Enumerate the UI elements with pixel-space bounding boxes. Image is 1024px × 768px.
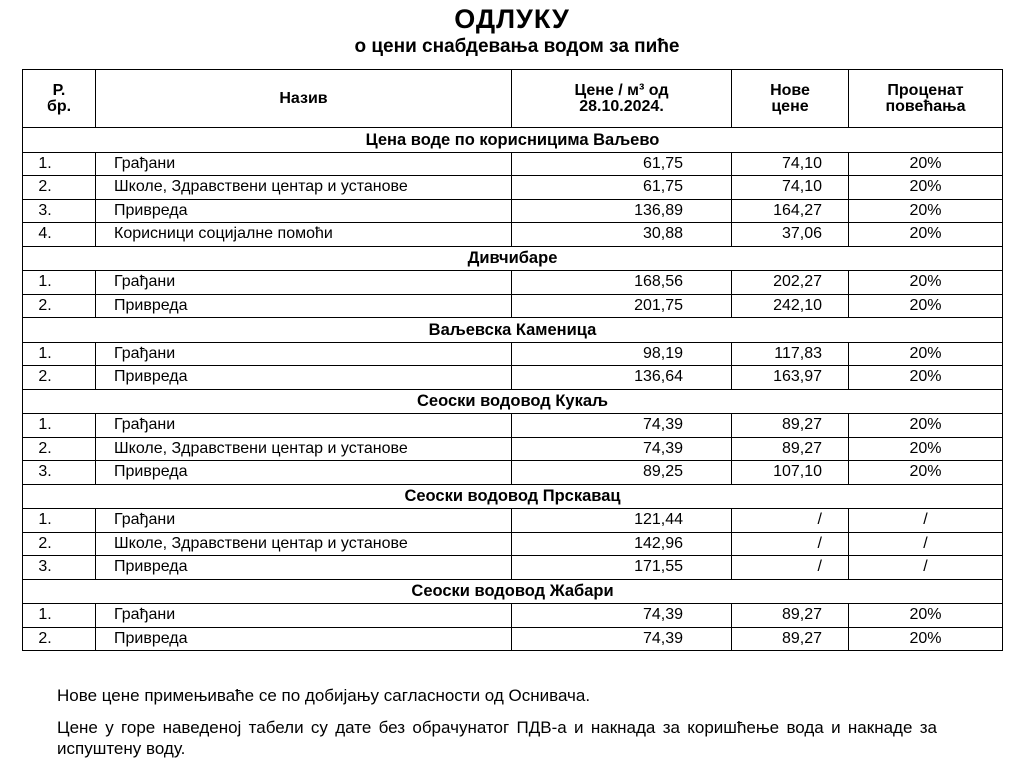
row-new-price: / — [732, 556, 849, 580]
group-header-row — [23, 318, 1003, 343]
row-name: Корисници социјалне помоћи — [96, 223, 512, 247]
row-name: Привреда — [96, 199, 512, 223]
group-header-row — [23, 128, 1003, 153]
row-new-price: 37,06 — [732, 223, 849, 247]
row-percent-increase: / — [849, 532, 1003, 556]
header-pct-label: Проценат повећања — [885, 81, 966, 115]
row-name: Привреда — [96, 556, 512, 580]
table-row — [23, 366, 1003, 390]
row-new-price: / — [732, 509, 849, 533]
row-number: 2. — [23, 627, 96, 651]
row-percent-increase: 20% — [849, 176, 1003, 200]
row-name: Грађани — [96, 414, 512, 438]
note-approval: Нове цене примењиваће се по добијању сагласности од Оснивача. — [57, 686, 591, 705]
header-price-label: Цене / м³ од 28.10.2024. — [574, 81, 669, 115]
row-percent-increase: 20% — [849, 461, 1003, 485]
row-new-price: 242,10 — [732, 294, 849, 318]
row-current-price: 98,19 — [512, 342, 732, 366]
row-current-price: 61,75 — [512, 176, 732, 200]
group-title: Ваљевска Каменица — [23, 318, 1003, 343]
table-row — [23, 437, 1003, 461]
row-number: 2. — [23, 176, 96, 200]
header-pct — [849, 70, 1003, 128]
table-row — [23, 509, 1003, 533]
row-new-price: 89,27 — [732, 604, 849, 628]
group-title: Дивчибаре — [23, 246, 1003, 271]
row-percent-increase: 20% — [849, 627, 1003, 651]
row-name: Грађани — [96, 152, 512, 176]
row-number: 1. — [23, 509, 96, 533]
table-row — [23, 294, 1003, 318]
table-row — [23, 342, 1003, 366]
row-number: 2. — [23, 366, 96, 390]
row-new-price: 74,10 — [732, 176, 849, 200]
row-name: Школе, Здравствени центар и установе — [96, 176, 512, 200]
row-current-price: 74,39 — [512, 627, 732, 651]
row-number: 2. — [23, 437, 96, 461]
row-percent-increase: 20% — [849, 342, 1003, 366]
row-number: 1. — [23, 604, 96, 628]
table-row — [23, 176, 1003, 200]
group-header-row — [23, 484, 1003, 509]
row-percent-increase: 20% — [849, 271, 1003, 295]
row-number: 2. — [23, 532, 96, 556]
note-vat: Цене у горе наведеној табели су дате без обрачунатог ПДВ-а и накнада за коришћење вода и накнаде за испуштену воду. — [57, 718, 937, 758]
row-current-price: 171,55 — [512, 556, 732, 580]
row-percent-increase: 20% — [849, 604, 1003, 628]
row-name: Привреда — [96, 461, 512, 485]
table-body — [23, 128, 1003, 651]
row-percent-increase: / — [849, 509, 1003, 533]
row-current-price: 30,88 — [512, 223, 732, 247]
row-percent-increase: 20% — [849, 152, 1003, 176]
table-row — [23, 461, 1003, 485]
group-title: Сеоски водовод Прскавац — [23, 484, 1003, 509]
document-subtitle: о цени снабдевања водом за пиће — [354, 36, 680, 57]
row-percent-increase: 20% — [849, 437, 1003, 461]
table-header — [23, 70, 1003, 128]
row-new-price: 89,27 — [732, 627, 849, 651]
group-title: Цена воде по корисницима Ваљево — [23, 128, 1003, 153]
group-title: Сеоски водовод Жабари — [23, 579, 1003, 604]
header-num-label: Р. бр. — [46, 81, 72, 115]
row-current-price: 168,56 — [512, 271, 732, 295]
group-header-row — [23, 579, 1003, 604]
row-name: Грађани — [96, 271, 512, 295]
table-row — [23, 414, 1003, 438]
row-percent-increase: 20% — [849, 366, 1003, 390]
row-number: 4. — [23, 223, 96, 247]
row-number: 3. — [23, 556, 96, 580]
row-percent-increase: 20% — [849, 223, 1003, 247]
row-current-price: 142,96 — [512, 532, 732, 556]
group-header-row — [23, 389, 1003, 414]
row-current-price: 74,39 — [512, 414, 732, 438]
row-current-price: 74,39 — [512, 604, 732, 628]
row-new-price: 89,27 — [732, 414, 849, 438]
row-new-price: 107,10 — [732, 461, 849, 485]
header-price — [512, 70, 732, 128]
header-name: Назив — [96, 70, 512, 128]
table-row — [23, 556, 1003, 580]
row-new-price: 164,27 — [732, 199, 849, 223]
table-row — [23, 532, 1003, 556]
row-new-price: 202,27 — [732, 271, 849, 295]
price-table — [22, 69, 1003, 651]
row-percent-increase: / — [849, 556, 1003, 580]
row-percent-increase: 20% — [849, 414, 1003, 438]
row-new-price: 89,27 — [732, 437, 849, 461]
row-current-price: 89,25 — [512, 461, 732, 485]
table-row — [23, 604, 1003, 628]
row-number: 1. — [23, 152, 96, 176]
group-header-row — [23, 246, 1003, 271]
row-number: 3. — [23, 199, 96, 223]
table-row — [23, 199, 1003, 223]
table-row — [23, 223, 1003, 247]
header-new — [732, 70, 849, 128]
row-new-price: / — [732, 532, 849, 556]
header-num — [23, 70, 96, 128]
row-name: Грађани — [96, 509, 512, 533]
row-percent-increase: 20% — [849, 199, 1003, 223]
row-current-price: 61,75 — [512, 152, 732, 176]
row-current-price: 136,64 — [512, 366, 732, 390]
row-name: Привреда — [96, 294, 512, 318]
table-row — [23, 271, 1003, 295]
row-new-price: 117,83 — [732, 342, 849, 366]
row-new-price: 74,10 — [732, 152, 849, 176]
table-row — [23, 152, 1003, 176]
row-current-price: 201,75 — [512, 294, 732, 318]
row-name: Грађани — [96, 604, 512, 628]
row-number: 3. — [23, 461, 96, 485]
row-current-price: 74,39 — [512, 437, 732, 461]
table-row — [23, 627, 1003, 651]
row-name: Привреда — [96, 366, 512, 390]
row-percent-increase: 20% — [849, 294, 1003, 318]
row-current-price: 136,89 — [512, 199, 732, 223]
row-number: 2. — [23, 294, 96, 318]
row-number: 1. — [23, 342, 96, 366]
row-new-price: 163,97 — [732, 366, 849, 390]
row-name: Школе, Здравствени центар и установе — [96, 437, 512, 461]
document-title: ОДЛУКУ — [454, 4, 570, 34]
row-number: 1. — [23, 271, 96, 295]
row-current-price: 121,44 — [512, 509, 732, 533]
row-name: Грађани — [96, 342, 512, 366]
header-new-label: Нове цене — [770, 81, 810, 115]
group-title: Сеоски водовод Кукаљ — [23, 389, 1003, 414]
row-name: Привреда — [96, 627, 512, 651]
row-number: 1. — [23, 414, 96, 438]
row-name: Школе, Здравствени центар и установе — [96, 532, 512, 556]
